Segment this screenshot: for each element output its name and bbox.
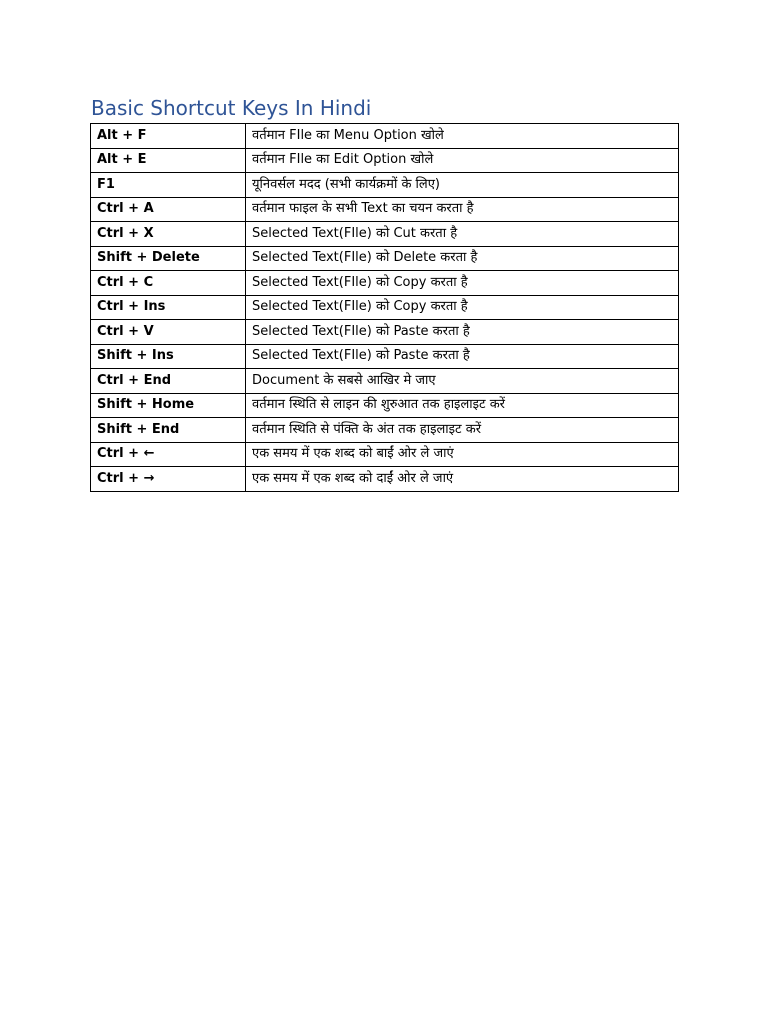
shortcut-key-cell: Shift + Delete <box>91 246 246 271</box>
shortcut-key-cell: Ctrl + X <box>91 222 246 247</box>
table-row <box>91 418 679 443</box>
shortcut-description-cell: वर्तमान फाइल के सभी Text का चयन करता है <box>246 197 679 222</box>
table-row <box>91 148 679 173</box>
shortcut-key-cell: Ctrl + A <box>91 197 246 222</box>
shortcut-key-cell: Ctrl + Ins <box>91 295 246 320</box>
table-row <box>91 173 679 198</box>
shortcut-key-cell: Ctrl + ← <box>91 442 246 467</box>
shortcut-key-cell: F1 <box>91 173 246 198</box>
shortcut-key-cell: Ctrl + End <box>91 369 246 394</box>
table-row <box>91 295 679 320</box>
shortcut-key-cell: Alt + E <box>91 148 246 173</box>
shortcut-description-cell: Selected Text(FIle) को Copy करता है <box>246 295 679 320</box>
shortcut-table <box>90 123 679 492</box>
shortcut-description-cell: Selected Text(FIle) को Paste करता है <box>246 344 679 369</box>
table-row <box>91 246 679 271</box>
shortcut-key-cell: Shift + Ins <box>91 344 246 369</box>
shortcut-description-cell: वर्तमान स्थिति से लाइन की शुरुआत तक हाइलाइट करें <box>246 393 679 418</box>
shortcut-description-cell: यूनिवर्सल मदद (सभी कार्यक्रमों के लिए) <box>246 173 679 198</box>
shortcut-description-cell: Selected Text(FIle) को Delete करता है <box>246 246 679 271</box>
shortcut-key-cell: Alt + F <box>91 124 246 149</box>
shortcut-description-cell: Document के सबसे आखिर मे जाए <box>246 369 679 394</box>
shortcut-description-cell: वर्तमान स्थिति से पंक्ति के अंत तक हाइलाइट करें <box>246 418 679 443</box>
shortcut-description-cell: एक समय में एक शब्द को बाईं ओर ले जाएं <box>246 442 679 467</box>
table-row <box>91 393 679 418</box>
page-title: Basic Shortcut Keys In Hindi <box>91 96 372 120</box>
shortcut-description-cell: एक समय में एक शब्द को दाईं ओर ले जाएं <box>246 467 679 492</box>
table-row <box>91 197 679 222</box>
shortcut-description-cell: Selected Text(FIle) को Paste करता है <box>246 320 679 345</box>
shortcut-key-cell: Ctrl + V <box>91 320 246 345</box>
table-row <box>91 369 679 394</box>
table-row <box>91 320 679 345</box>
table-row <box>91 271 679 296</box>
table-row <box>91 124 679 149</box>
table-row <box>91 344 679 369</box>
shortcut-table-body <box>91 124 679 492</box>
shortcut-key-cell: Shift + Home <box>91 393 246 418</box>
table-row <box>91 442 679 467</box>
shortcut-description-cell: वर्तमान FIle का Edit Option खोले <box>246 148 679 173</box>
shortcut-description-cell: वर्तमान FIle का Menu Option खोले <box>246 124 679 149</box>
table-row <box>91 467 679 492</box>
shortcut-key-cell: Shift + End <box>91 418 246 443</box>
shortcut-description-cell: Selected Text(FIle) को Cut करता है <box>246 222 679 247</box>
shortcut-key-cell: Ctrl + → <box>91 467 246 492</box>
shortcut-description-cell: Selected Text(FIle) को Copy करता है <box>246 271 679 296</box>
shortcut-key-cell: Ctrl + C <box>91 271 246 296</box>
table-row <box>91 222 679 247</box>
